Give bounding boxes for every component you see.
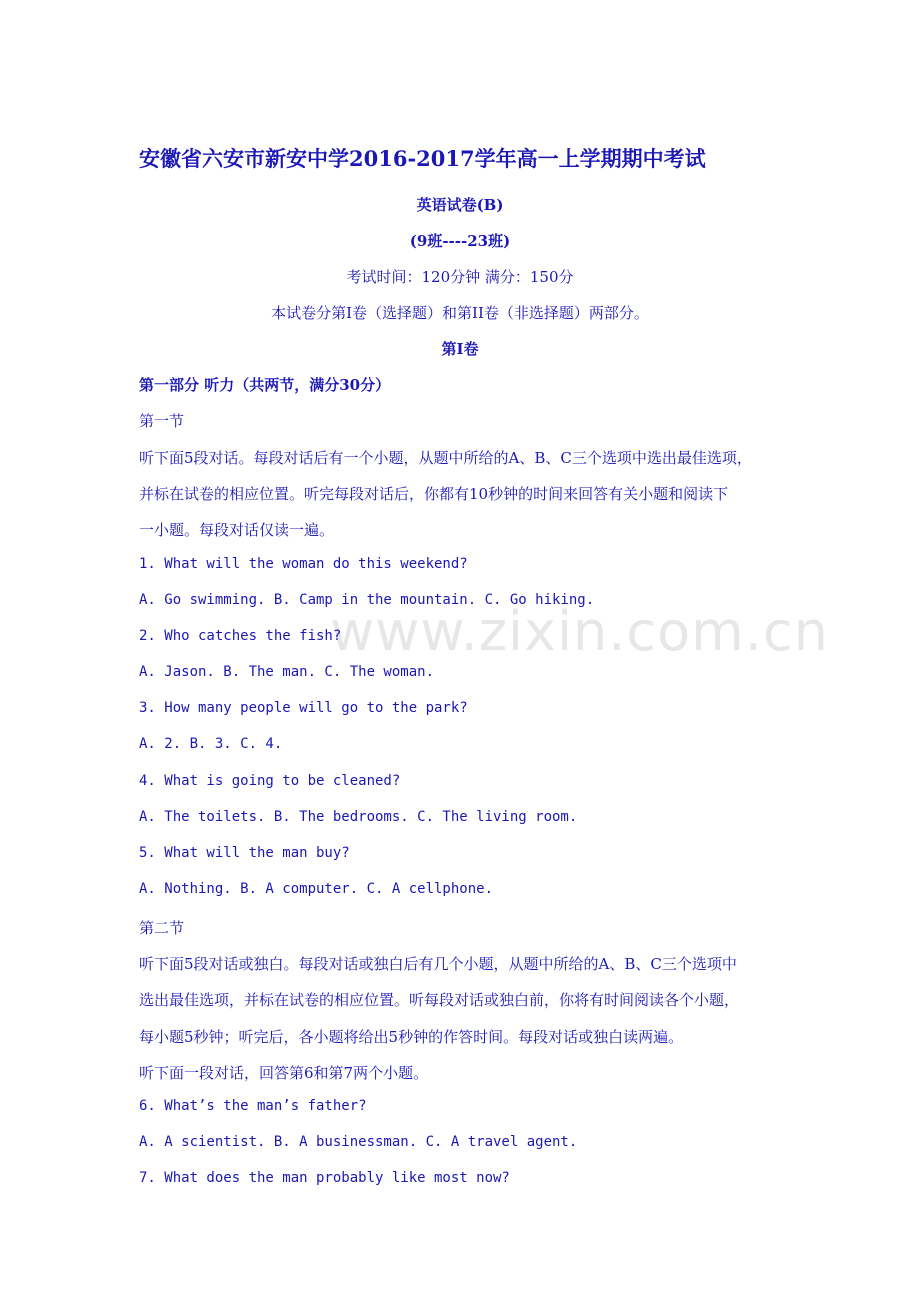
question-text: 7. What does the man probably like most now? xyxy=(139,1170,510,1186)
answer-options: A. Jason. B. The man. C. The woman. xyxy=(139,664,435,680)
question-text: 5. What will the man buy? xyxy=(139,845,350,861)
question-text: 1. What will the woman do this weekend? xyxy=(139,556,468,572)
instruction-line: 一小题。每段对话仅读一遍。 xyxy=(139,521,335,539)
answer-options: A. A scientist. B. A businessman. C. A travel agent. xyxy=(139,1134,578,1150)
exam-info: 考试时间：120分钟 满分：150分 xyxy=(346,268,574,286)
document-subtitle: 英语试卷(B) xyxy=(416,196,504,214)
instruction-line: 选出最佳选项，并标在试卷的相应位置。听每段对话或独白前，你将有时间阅读各个小题， xyxy=(139,991,740,1009)
section1-heading: 第一节 xyxy=(139,412,185,430)
instruction-line: 并标在试卷的相应位置。听完每段对话后，你都有10秒钟的时间来回答有关小题和阅读下 xyxy=(139,485,729,503)
class-range: (9班----23班) xyxy=(409,232,511,250)
answer-options: A. The toilets. B. The bedrooms. C. The living room. xyxy=(139,809,578,825)
watermark: www.zixin.com.cn xyxy=(330,600,829,663)
instruction-line: 每小题5秒钟；听完后，各小题将给出5秒钟的作答时间。每段对话或独白读两遍。 xyxy=(139,1028,684,1046)
question-text: 2. Who catches the fish? xyxy=(139,628,342,644)
question-text: 6. What’s the man’s father? xyxy=(139,1098,367,1114)
document-title: 安徽省六安市新安中学2016-2017学年高一上学期期中考试 xyxy=(139,146,706,171)
structure-note: 本试卷分第I卷（选择题）和第II卷（非选择题）两部分。 xyxy=(271,304,649,322)
dialogue-intro: 听下面一段对话，回答第6和第7两个小题。 xyxy=(139,1064,429,1082)
answer-options: A. Nothing. B. A computer. C. A cellphone. xyxy=(139,881,494,897)
question-text: 4. What is going to be cleaned? xyxy=(139,773,401,789)
answer-options: A. 2. B. 3. C. 4. xyxy=(139,736,283,752)
part1-heading: 第一部分 听力（共两节，满分30分） xyxy=(139,376,391,394)
section2-heading: 第二节 xyxy=(139,919,185,937)
question-text: 3. How many people will go to the park? xyxy=(139,700,468,716)
volume-heading: 第I卷 xyxy=(441,340,479,358)
instruction-line: 听下面5段对话或独白。每段对话或独白后有几个小题，从题中所给的A、B、C三个选项中 xyxy=(139,955,737,973)
instruction-line: 听下面5段对话。每段对话后有一个小题，从题中所给的A、B、C三个选项中选出最佳选项， xyxy=(139,449,752,467)
answer-options: A. Go swimming. B. Camp in the mountain. C. Go hiking. xyxy=(139,592,595,608)
